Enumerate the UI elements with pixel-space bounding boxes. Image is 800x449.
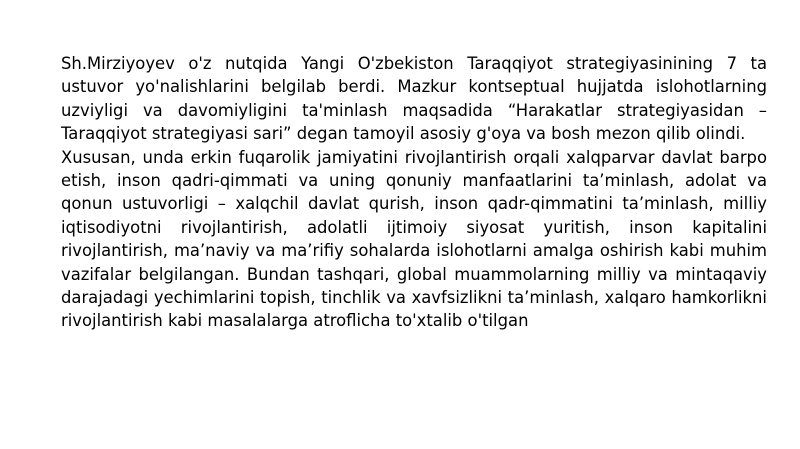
body-text <box>61 52 767 333</box>
paragraph-1: Sh.Mirziyoyev o'z nutqida Yangi O'zbekiston Taraqqiyot strategiyasinining 7 ta ustuvor yo'nalishlarini belgilab berdi. Mazkur kontseptual hujjatda islohotlarning uzviyligi va davomiyligini ta'minlash maqsadida “Harakatlar strategiyasidan – Taraqqiyot strategiyasi sari” degan tamoyil asosiy g'oya va bosh mezon qilib olindi. <box>61 54 767 144</box>
paragraph-2: Xususan, unda erkin fuqarolik jamiyatini rivojlantirish orqali xalqparvar davlat barpo etish, inson qadri-qimmati va uning qonuniy manfaatlarini ta’minlash, adolat va qonun ustuvorligi – xalqchil davlat qurish, inson qadr-qimmatini ta’minlash, milliy iqtisodiyotni rivojlantirish, adolatli ijtimoiy siyosat yuritish, inson kapitalini rivojlantirish, ma’naviy va ma’rifiy sohalarda islohotlarni amalga oshirish kabi muhim vazifalar belgilangan. Bundan tashqari, global muammolarning milliy va mintaqaviy darajadagi yechimlarini topish, tinchlik va xavfsizlikni ta’minlash, xalqaro hamkorlikni rivojlantirish kabi masalalarga atroflicha to'xtalib o'tilgan <box>61 147 767 331</box>
